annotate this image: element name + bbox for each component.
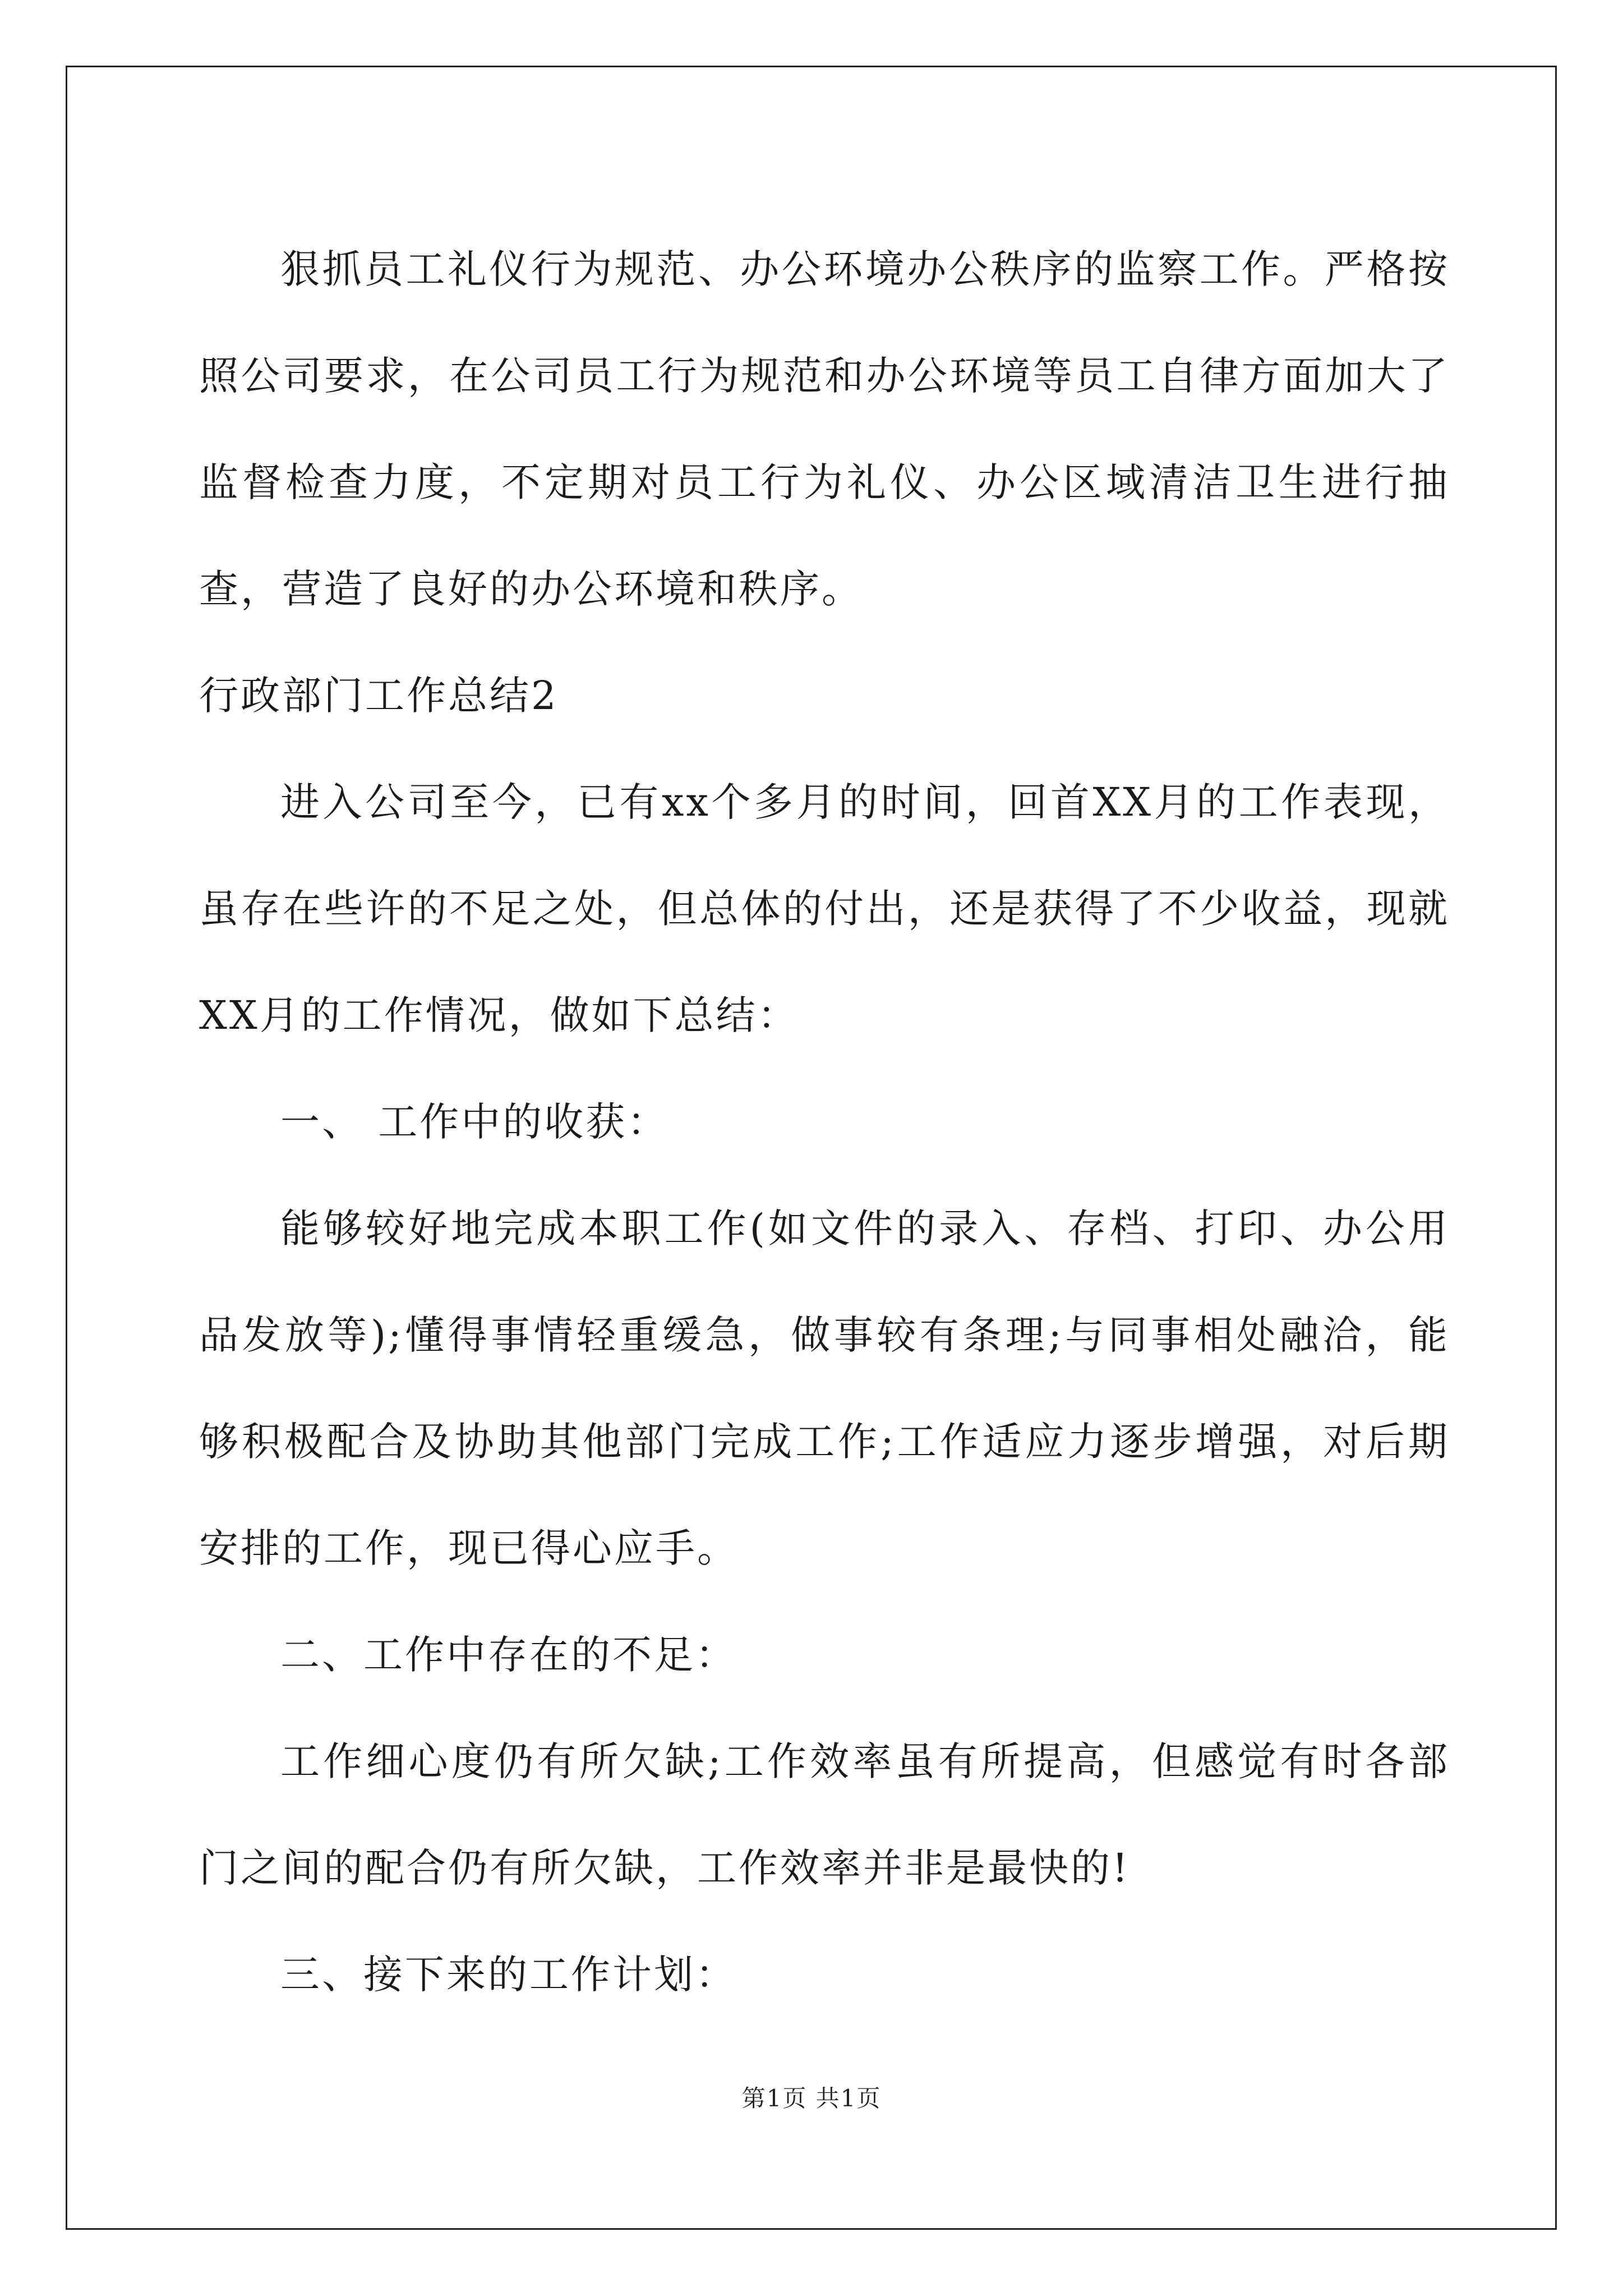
paragraph-shortcomings: 工作细心度仍有所欠缺;工作效率虽有所提高，但感觉有时各部门之间的配合仍有所欠缺，工作效率并非是最快的!: [199, 1738, 1450, 1891]
subheading-plan: 三、接下来的工作计划：: [280, 1952, 737, 1998]
section-title: 行政部门工作总结2: [199, 673, 559, 719]
document-body: [199, 216, 1450, 2028]
page-number-footer: 第1页 共1页: [741, 2085, 882, 2112]
subheading-gains: 一、 工作中的收获：: [280, 1099, 669, 1145]
paragraph-gains: 能够较好地完成本职工作(如文件的录入、存档、打印、办公用品发放等);懂得事情轻重缓急，做事较有条理;与同事相处融洽，能够积极配合及协助其他部门完成工作;工作适应力逐步增强，对后期安排的工作，现已得心应手。: [199, 1205, 1450, 1571]
paragraph-supervision: 狠抓员工礼仪行为规范、办公环境办公秩序的监察工作。严格按照公司要求，在公司员工行为规范和办公环境等员工自律方面加大了监督检查力度，不定期对员工行为礼仪、办公区域清洁卫生进行抽查，营造了良好的办公环境和秩序。: [199, 246, 1450, 612]
subheading-shortcomings: 二、工作中存在的不足：: [280, 1632, 737, 1678]
paragraph-intro: 进入公司至今，已有xx个多月的时间，回首XX月的工作表现，虽存在些许的不足之处，但总体的付出，还是获得了不少收益，现就XX月的工作情况，做如下总结：: [199, 779, 1450, 1038]
